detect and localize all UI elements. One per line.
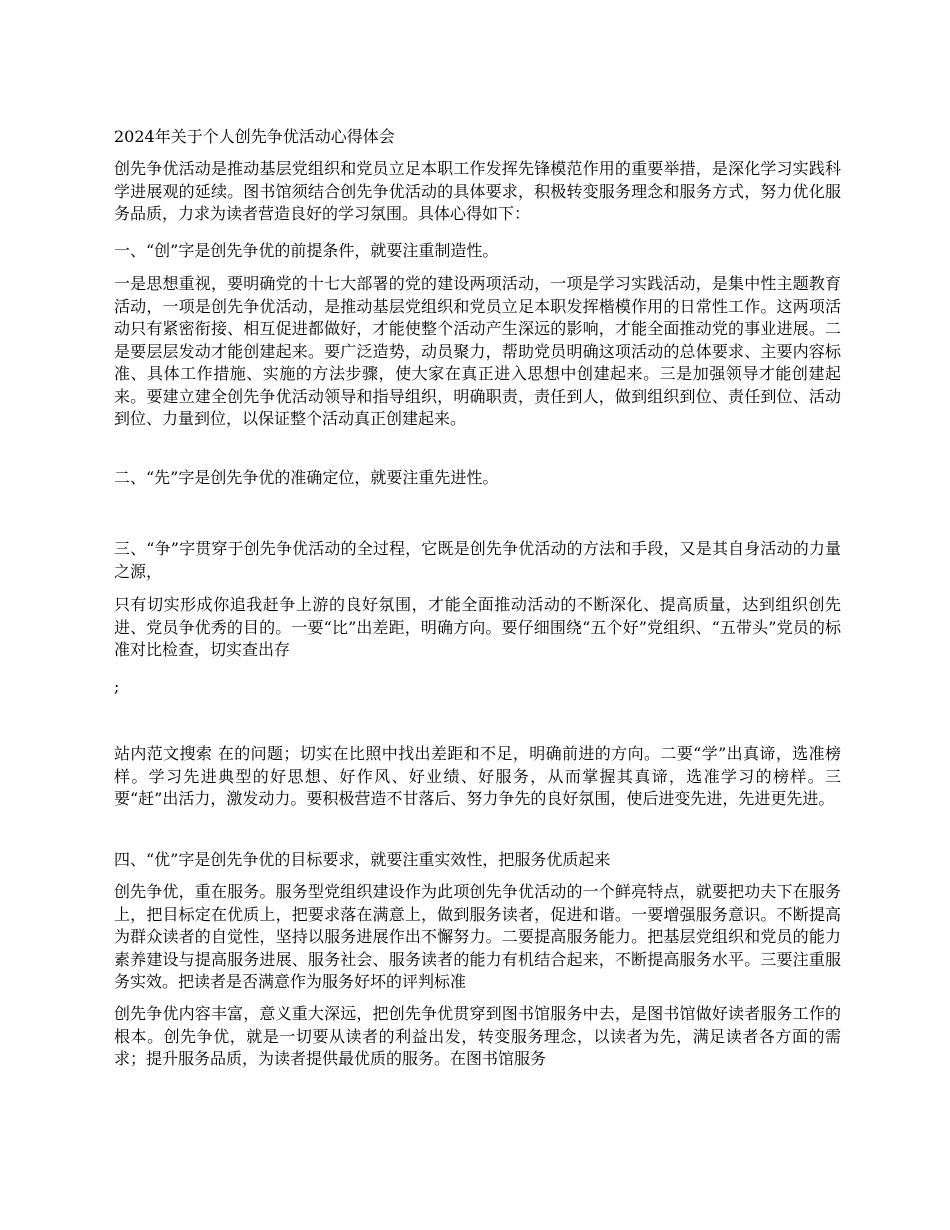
paragraph-conclusion: 创先争优内容丰富，意义重大深远，把创先争优贯穿到图书馆服务中去，是图书馆做好读者服务工作的根本。创先争优，就是一切要从读者的利益出发，转变服务理念，以读者为先，满足读者各方面的需求；提升服务品质，为读者提供最优质的服务。在图书馆服务 [114,1004,841,1068]
heading-section-3: 三、“争”字贯穿于创先争优活动的全过程，它既是创先争优活动的方法和手段，又是其自身活动的力量之源， [114,539,841,581]
paragraph-separator: ; [114,677,120,696]
heading-section-4: 四、“优”字是创先争优的目标要求，就要注重实效性，把服务优质起来 [114,850,611,869]
document-title: 2024年关于个人创先争优活动心得体会 [114,127,395,146]
paragraph-section-3-continued: 站内范文搜索 在的问题；切实在比照中找出差距和不足，明确前进的方向。二要“学”出真谛，选准榜样。学习先进典型的好思想、好作风、好业绩、好服务，从而掌握其真谛，选准学习的榜样。三要“赶”出活力，激发动力。要积极营造不甘落后、努力争先的良好氛围，使后进变先进，先进更先进。 [114,744,841,808]
paragraph-section-3-body: 只有切实形成你追我赶争上游的良好氛围，才能全面推动活动的不断深化、提高质量，达到组织创先进、党员争优秀的目的。一要“比”出差距，明确方向。要仔细围绕“五个好”党组织、“五带头”党员的标准对比检查，切实查出存 [114,595,841,659]
paragraph-intro: 创先争优活动是推动基层党组织和党员立足本职工作发挥先锋模范作用的重要举措，是深化学习实践科学进展观的延续。图书馆须结合创先争优活动的具体要求，积极转变服务理念和服务方式，努力优化服务品质，力求为读者营造良好的学习氛围。具体心得如下： [114,159,841,223]
paragraph-section-1-body: 一是思想重视，要明确党的十七大部署的党的建设两项活动，一项是学习实践活动，是集中性主题教育活动，一项是创先争优活动，是推动基层党组织和党员立足本职发挥楷模作用的日常性工作。这两项活动只有紧密衔接、相互促进都做好，才能使整个活动产生深远的影响，才能全面推动党的事业进展。二是要层层发动才能创建起来。要广泛造势，动员聚力，帮助党员明确这项活动的总体要求、主要内容标准、具体工作措施、实施的方法步骤，使大家在真正进入思想中创建起来。三是加强领导才能创建起来。要建立建全创先争优活动领导和指导组织，明确职责，责任到人，做到组织到位、责任到位、活动到位、力量到位，以保证整个活动真正创建起来。 [114,274,841,428]
heading-section-2: 二、“先”字是创先争优的准确定位，就要注重先进性。 [114,468,499,487]
heading-section-1: 一、“创”字是创先争优的前提条件，就要注重制造性。 [114,241,499,260]
paragraph-section-4-body: 创先争优，重在服务。服务型党组织建设作为此项创先争优活动的一个鲜亮特点，就要把功夫下在服务上，把目标定在优质上，把要求落在满意上，做到服务读者，促进和谐。一要增强服务意识。不断提高为群众读者的自觉性，坚持以服务进展作出不懈努力。二要提高服务能力。把基层党组织和党员的能力素养建设与提高服务进展、服务社会、服务读者的能力有机结合起来，不断提高服务水平。三要注重服务实效。把读者是否满意作为服务好坏的评判标准 [114,882,841,991]
